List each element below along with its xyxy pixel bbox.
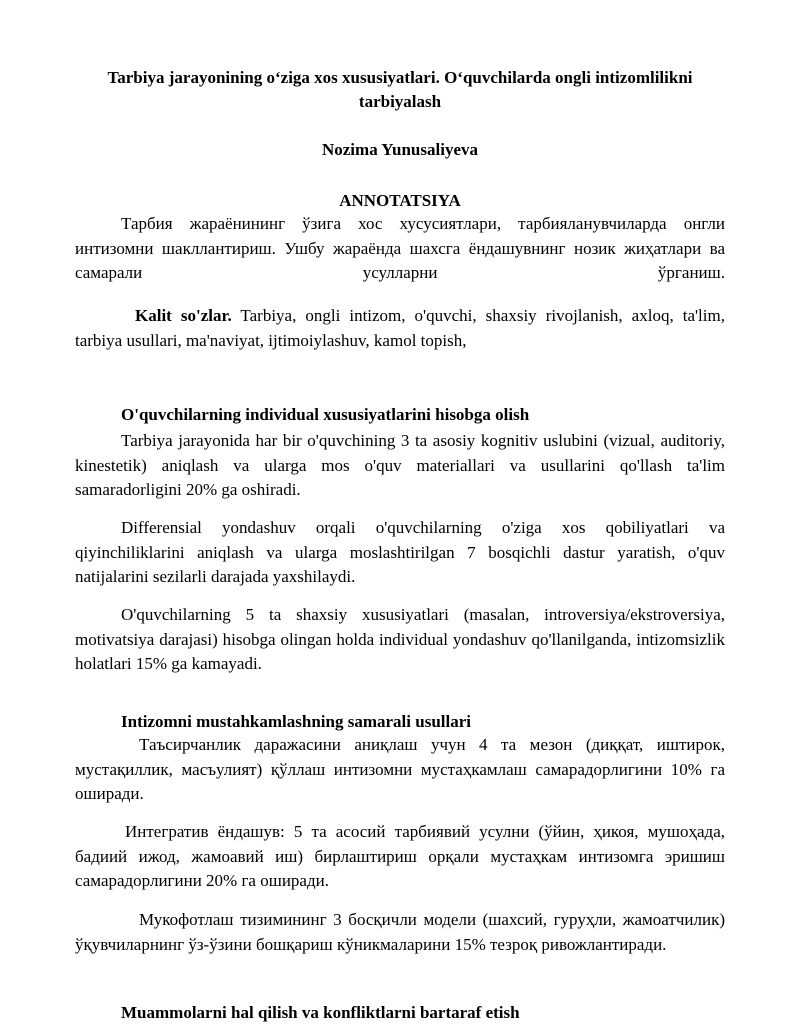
annotation-text: Тарбия жараёнининг ўзига хос хусусиятлари, тарбияланувчиларда онгли интизомни шакллантириш. Ушбу жараёнда шахсга ёндашувнинг нозик жиҳатлари ва самарали усулларни ўрганиш. — [75, 214, 725, 282]
keywords-paragraph — [75, 304, 725, 353]
section-1-paragraph-1: Tarbiya jarayonida har bir o'quvchining 3 ta asosiy kognitiv uslubini (vizual, auditoriy, kinestetik) aniqlash va ularga mos o'quv materiallari va usullarini qo'llash ta'lim samaradorligini 20% ga oshiradi. — [75, 431, 725, 499]
section-2-paragraph-3: Мукофотлаш тизимининг 3 босқичли модели (шахсий, гуруҳли, жамоатчилик) ўқувчиларнинг ўз-ўзини бошқариш кўникмаларини 15% тезроқ ривожлантиради. — [75, 910, 725, 954]
keywords-text: Tarbiya, ongli intizom, o'quvchi, shaxsiy rivojlanish, axloq, ta'lim, tarbiya usullari, ma'naviyat, ijtimoiylashuv, kamol topish, — [75, 306, 725, 350]
section-heading-discipline: Intizomni mustahkamlashning samarali usullari — [121, 712, 471, 731]
paper-title: Tarbiya jarayonining o‘ziga xos xususiyatlari. O‘quvchilarda ongli intizomlilikni tarbiyalash — [107, 68, 693, 111]
section-2-paragraph-2: Интегратив ёндашув: 5 та асосий тарбиявий усулни (ўйин, ҳикоя, мушоҳада, бадиий ижод, жамоавий иш) бирлаштириш орқали мустаҳкам интизомга эришиш самарадорлигини 20% га оширади. — [75, 822, 725, 890]
section-heading-individual: O'quvchilarning individual xususiyatlarini hisobga olish — [121, 405, 530, 424]
author-name: Nozima Yunusaliyeva — [321, 140, 478, 159]
annotation-heading: ANNOTATSIYA — [339, 191, 461, 210]
section-2-paragraph-1: Таъсирчанлик даражасини аниқлаш учун 4 та мезон (диққат, иштирок, мустақиллик, масъулият) қўллаш интизомни мустаҳкамлаш самарадорлигини 10% га оширади. — [75, 735, 725, 803]
keywords-label: Kalit so'zlar. — [135, 306, 232, 325]
section-1-paragraph-2: Differensial yondashuv orqali o'quvchilarning o'ziga xos qobiliyatlari va qiyinchiliklarini aniqlash va ularga moslashtirilgan 7 bosqichli dastur yaratish, o'quv natijalarini sezilarli darajada yaxshilaydi. — [75, 518, 725, 586]
section-1-paragraph-3: O'quvchilarning 5 ta shaxsiy xususiyatlari (masalan, introversiya/ekstroversiya, motivatsiya darajasi) hisobga olingan holda individual yondashuv qo'llanilganda, intizomsizlik holatlari 15% ga kamayadi. — [75, 605, 725, 673]
section-heading-conflicts: Muammolarni hal qilish va konfliktlarni bartaraf etish — [121, 1003, 520, 1022]
